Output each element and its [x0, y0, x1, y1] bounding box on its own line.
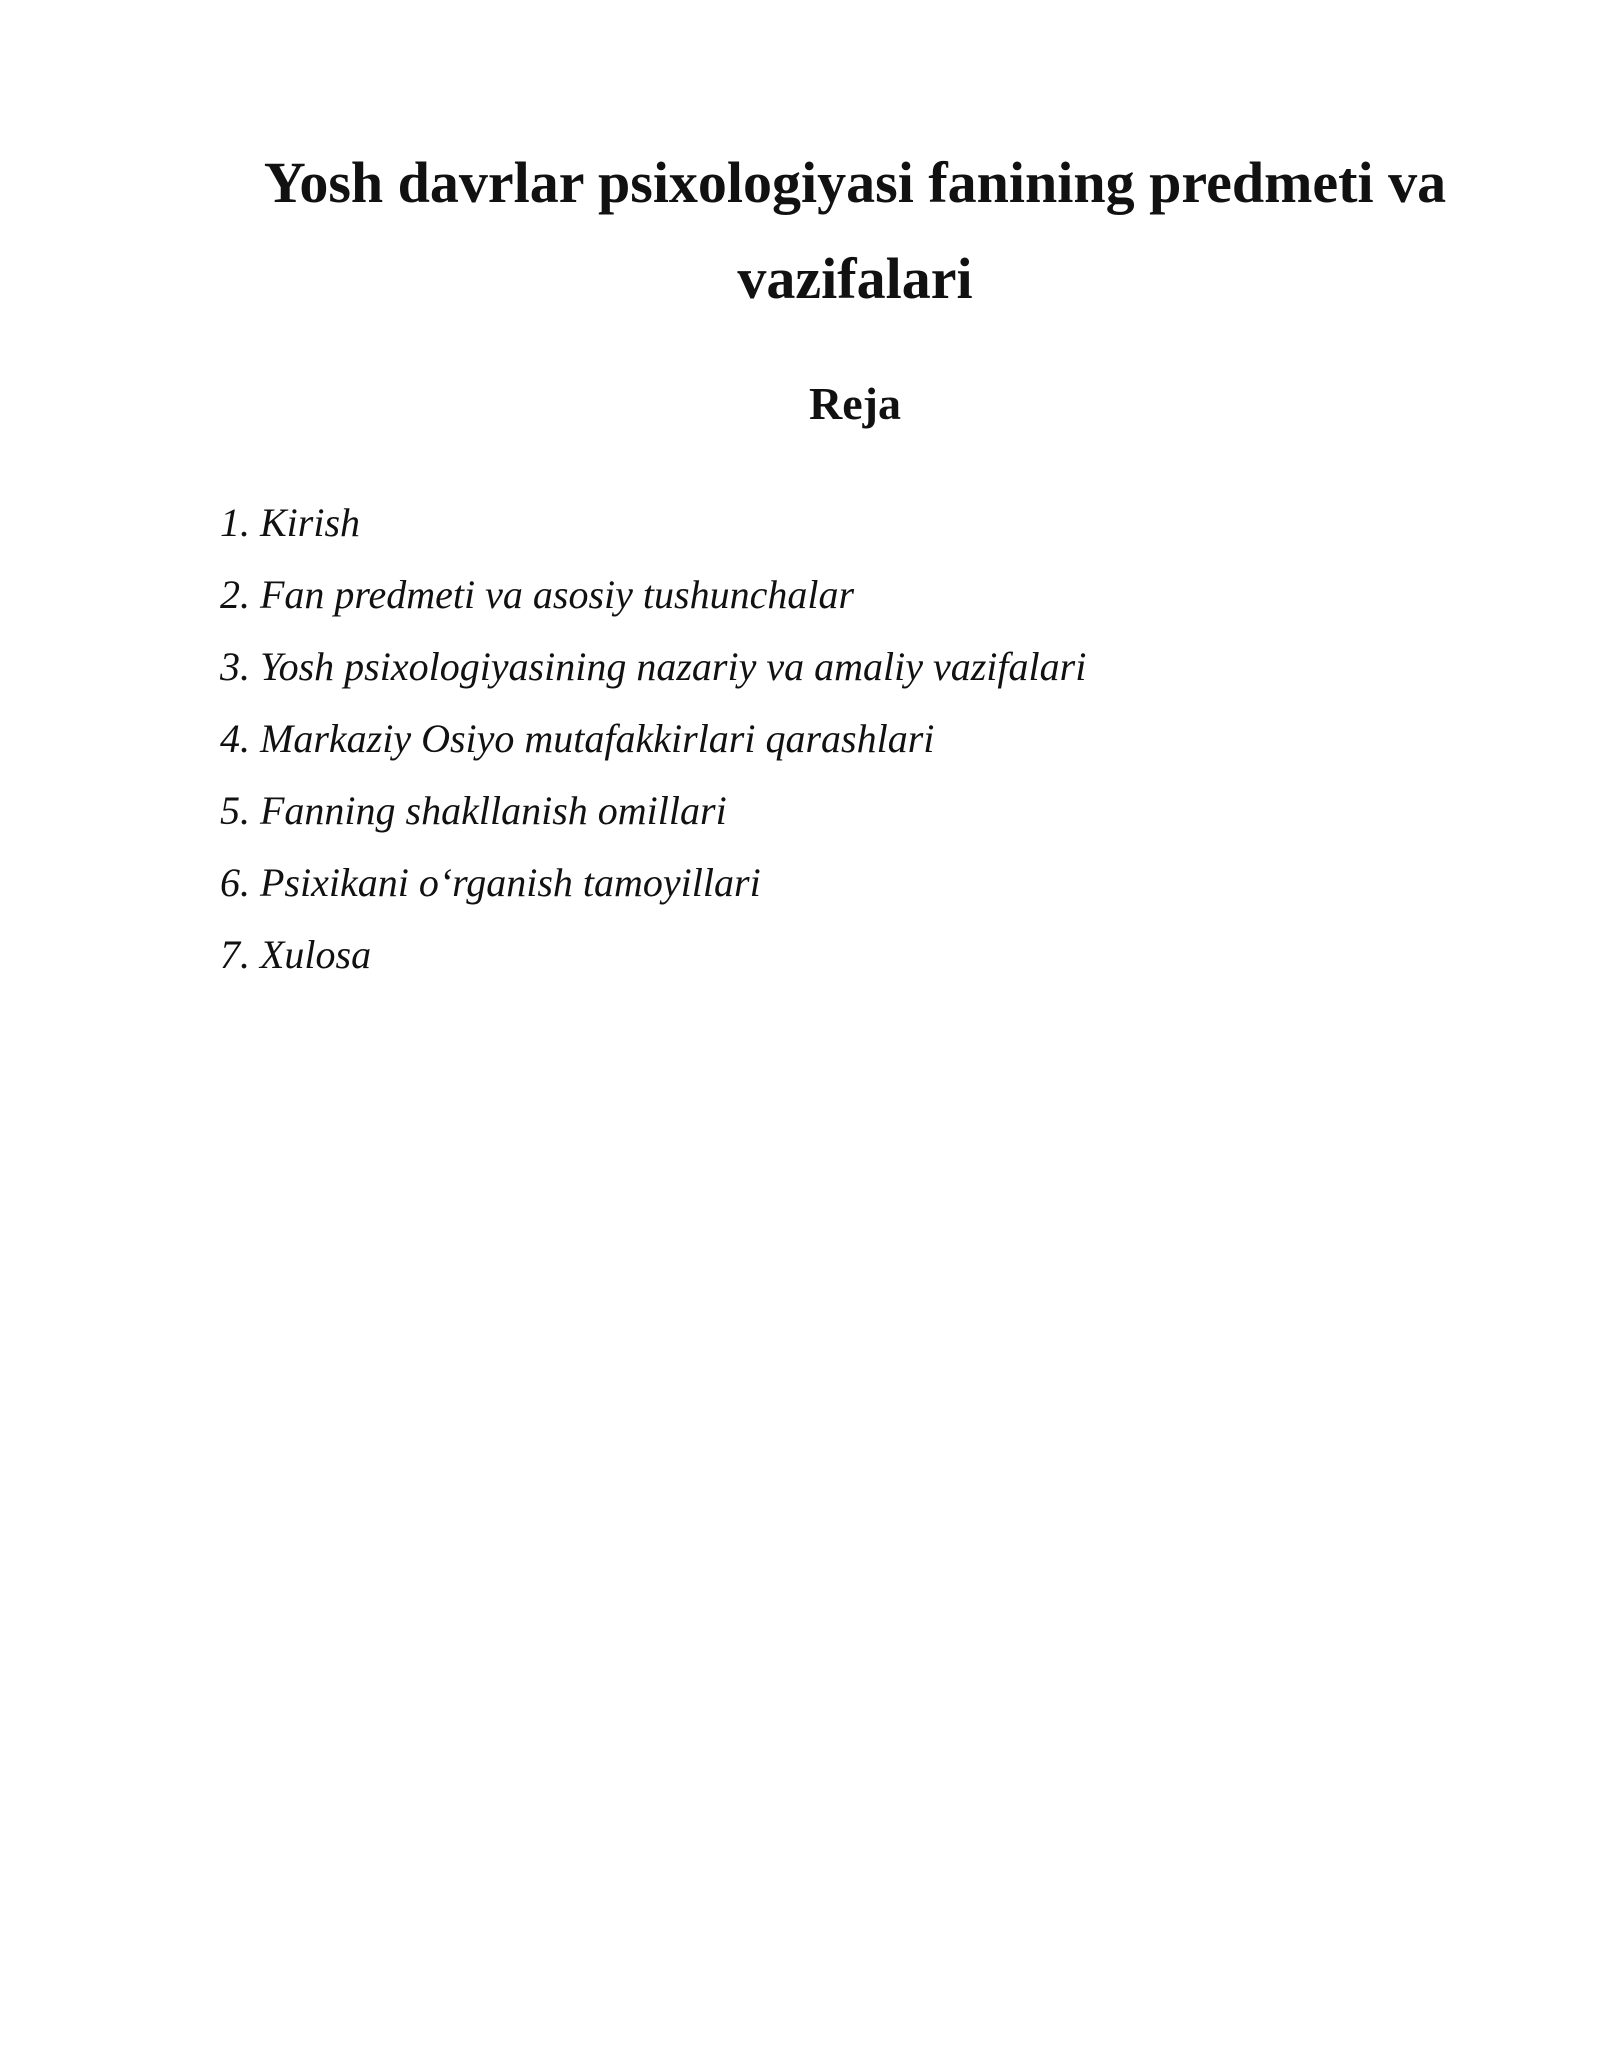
plan-item-introduction: 1. Kirish [220, 500, 361, 545]
plan-item-principles: 6. Psixikani o‘rganish tamoyillari [220, 860, 761, 905]
plan-item-conclusion: 7. Xulosa [220, 932, 372, 977]
plan-item-subject: 2. Fan predmeti va asosiy tushunchalar [220, 572, 855, 617]
plan-item-formation-factors: 5. Fanning shakllanish omillari [220, 788, 727, 833]
document-title: Yosh davrlar psixologiyasi fanining predmeti va vazifalari [263, 150, 1447, 311]
plan-item-central-asian-thinkers: 4. Markaziy Osiyo mutafakkirlari qarashlari [220, 716, 935, 761]
plan-item-tasks: 3. Yosh psixologiyasining nazariy va amaliy vazifalari [220, 644, 1087, 689]
plan-heading: Reja [809, 378, 901, 429]
plan-list [220, 487, 1086, 991]
